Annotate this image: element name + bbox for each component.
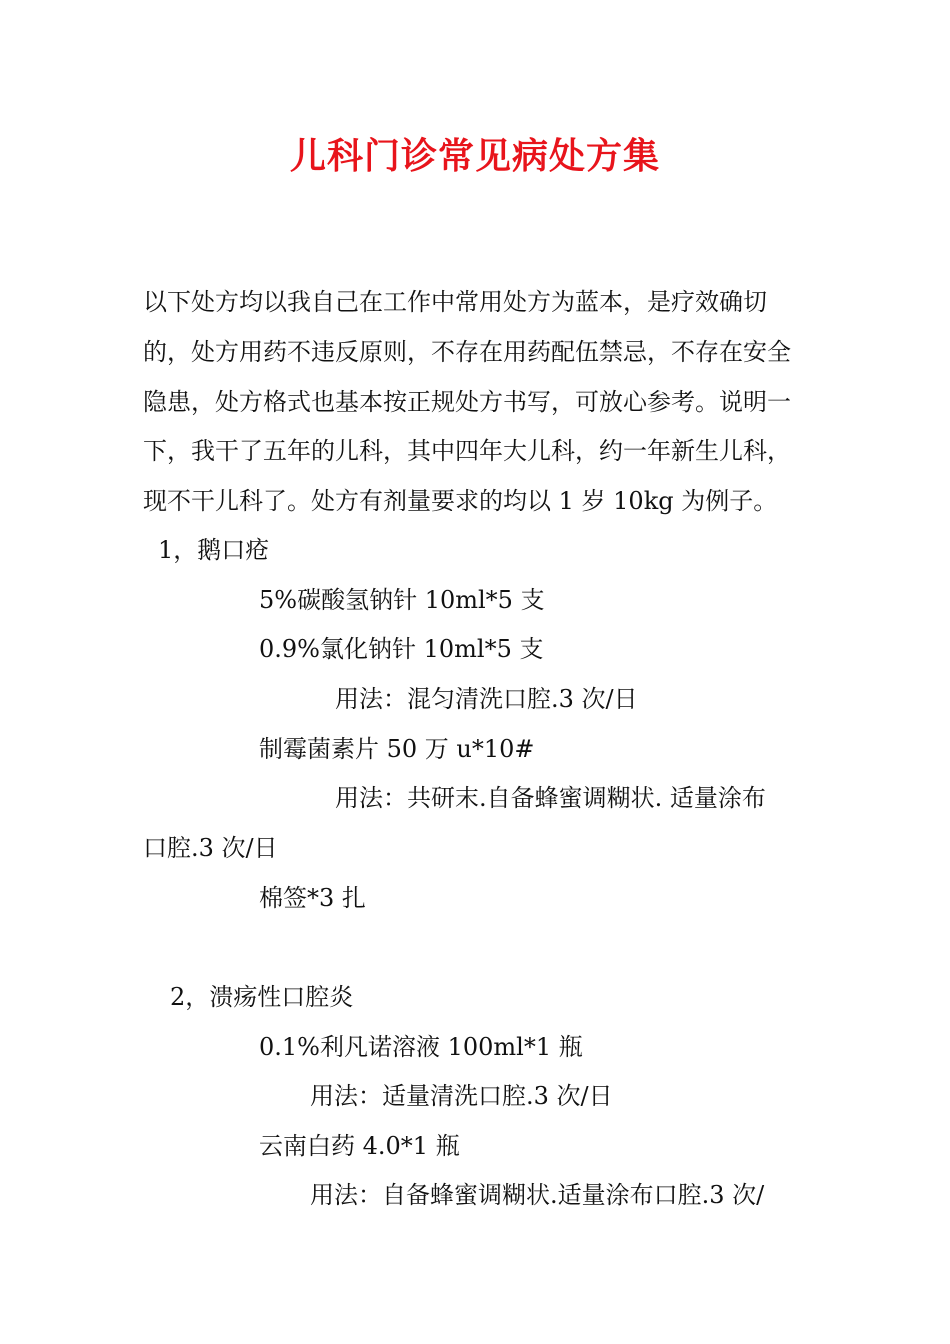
- usage-instruction-continued: 口腔.3 次/日: [143, 834, 278, 862]
- intro-line: 隐患，处方格式也基本按正规处方书写，可放心参考。说明一: [143, 388, 791, 416]
- usage-instruction: 用法：自备蜂蜜调糊状.适量涂布口腔.3 次/: [310, 1181, 765, 1209]
- usage-instruction: 用法：共研末.自备蜂蜜调糊状. 适量涂布: [335, 784, 766, 812]
- prescription-item: 5%碳酸氢钠针 10ml*5 支: [259, 586, 545, 614]
- prescription-item: 制霉菌素片 50 万 u*10#: [259, 735, 535, 763]
- prescription-item: 0.9%氯化钠针 10ml*5 支: [259, 635, 544, 663]
- document-title: 儿科门诊常见病处方集: [289, 135, 660, 177]
- usage-instruction: 用法：适量清洗口腔.3 次/日: [310, 1082, 613, 1110]
- prescription-item: 棉签*3 扎: [259, 884, 366, 912]
- section-heading: 2，溃疡性口腔炎: [170, 983, 354, 1011]
- intro-line: 下，我干了五年的儿科，其中四年大儿科，约一年新生儿科，: [143, 437, 791, 465]
- intro-line: 以下处方均以我自己在工作中常用处方为蓝本，是疗效确切: [143, 288, 767, 316]
- prescription-item: 0.1%利凡诺溶液 100ml*1 瓶: [259, 1033, 583, 1061]
- usage-instruction: 用法：混匀清洗口腔.3 次/日: [335, 685, 638, 713]
- intro-line: 的，处方用药不违反原则，不存在用药配伍禁忌，不存在安全: [143, 338, 791, 366]
- section-heading: 1，鹅口疮: [158, 536, 270, 564]
- intro-line: 现不干儿科了。处方有剂量要求的均以 1 岁 10kg 为例子。: [143, 487, 778, 515]
- prescription-item: 云南白药 4.0*1 瓶: [259, 1132, 460, 1160]
